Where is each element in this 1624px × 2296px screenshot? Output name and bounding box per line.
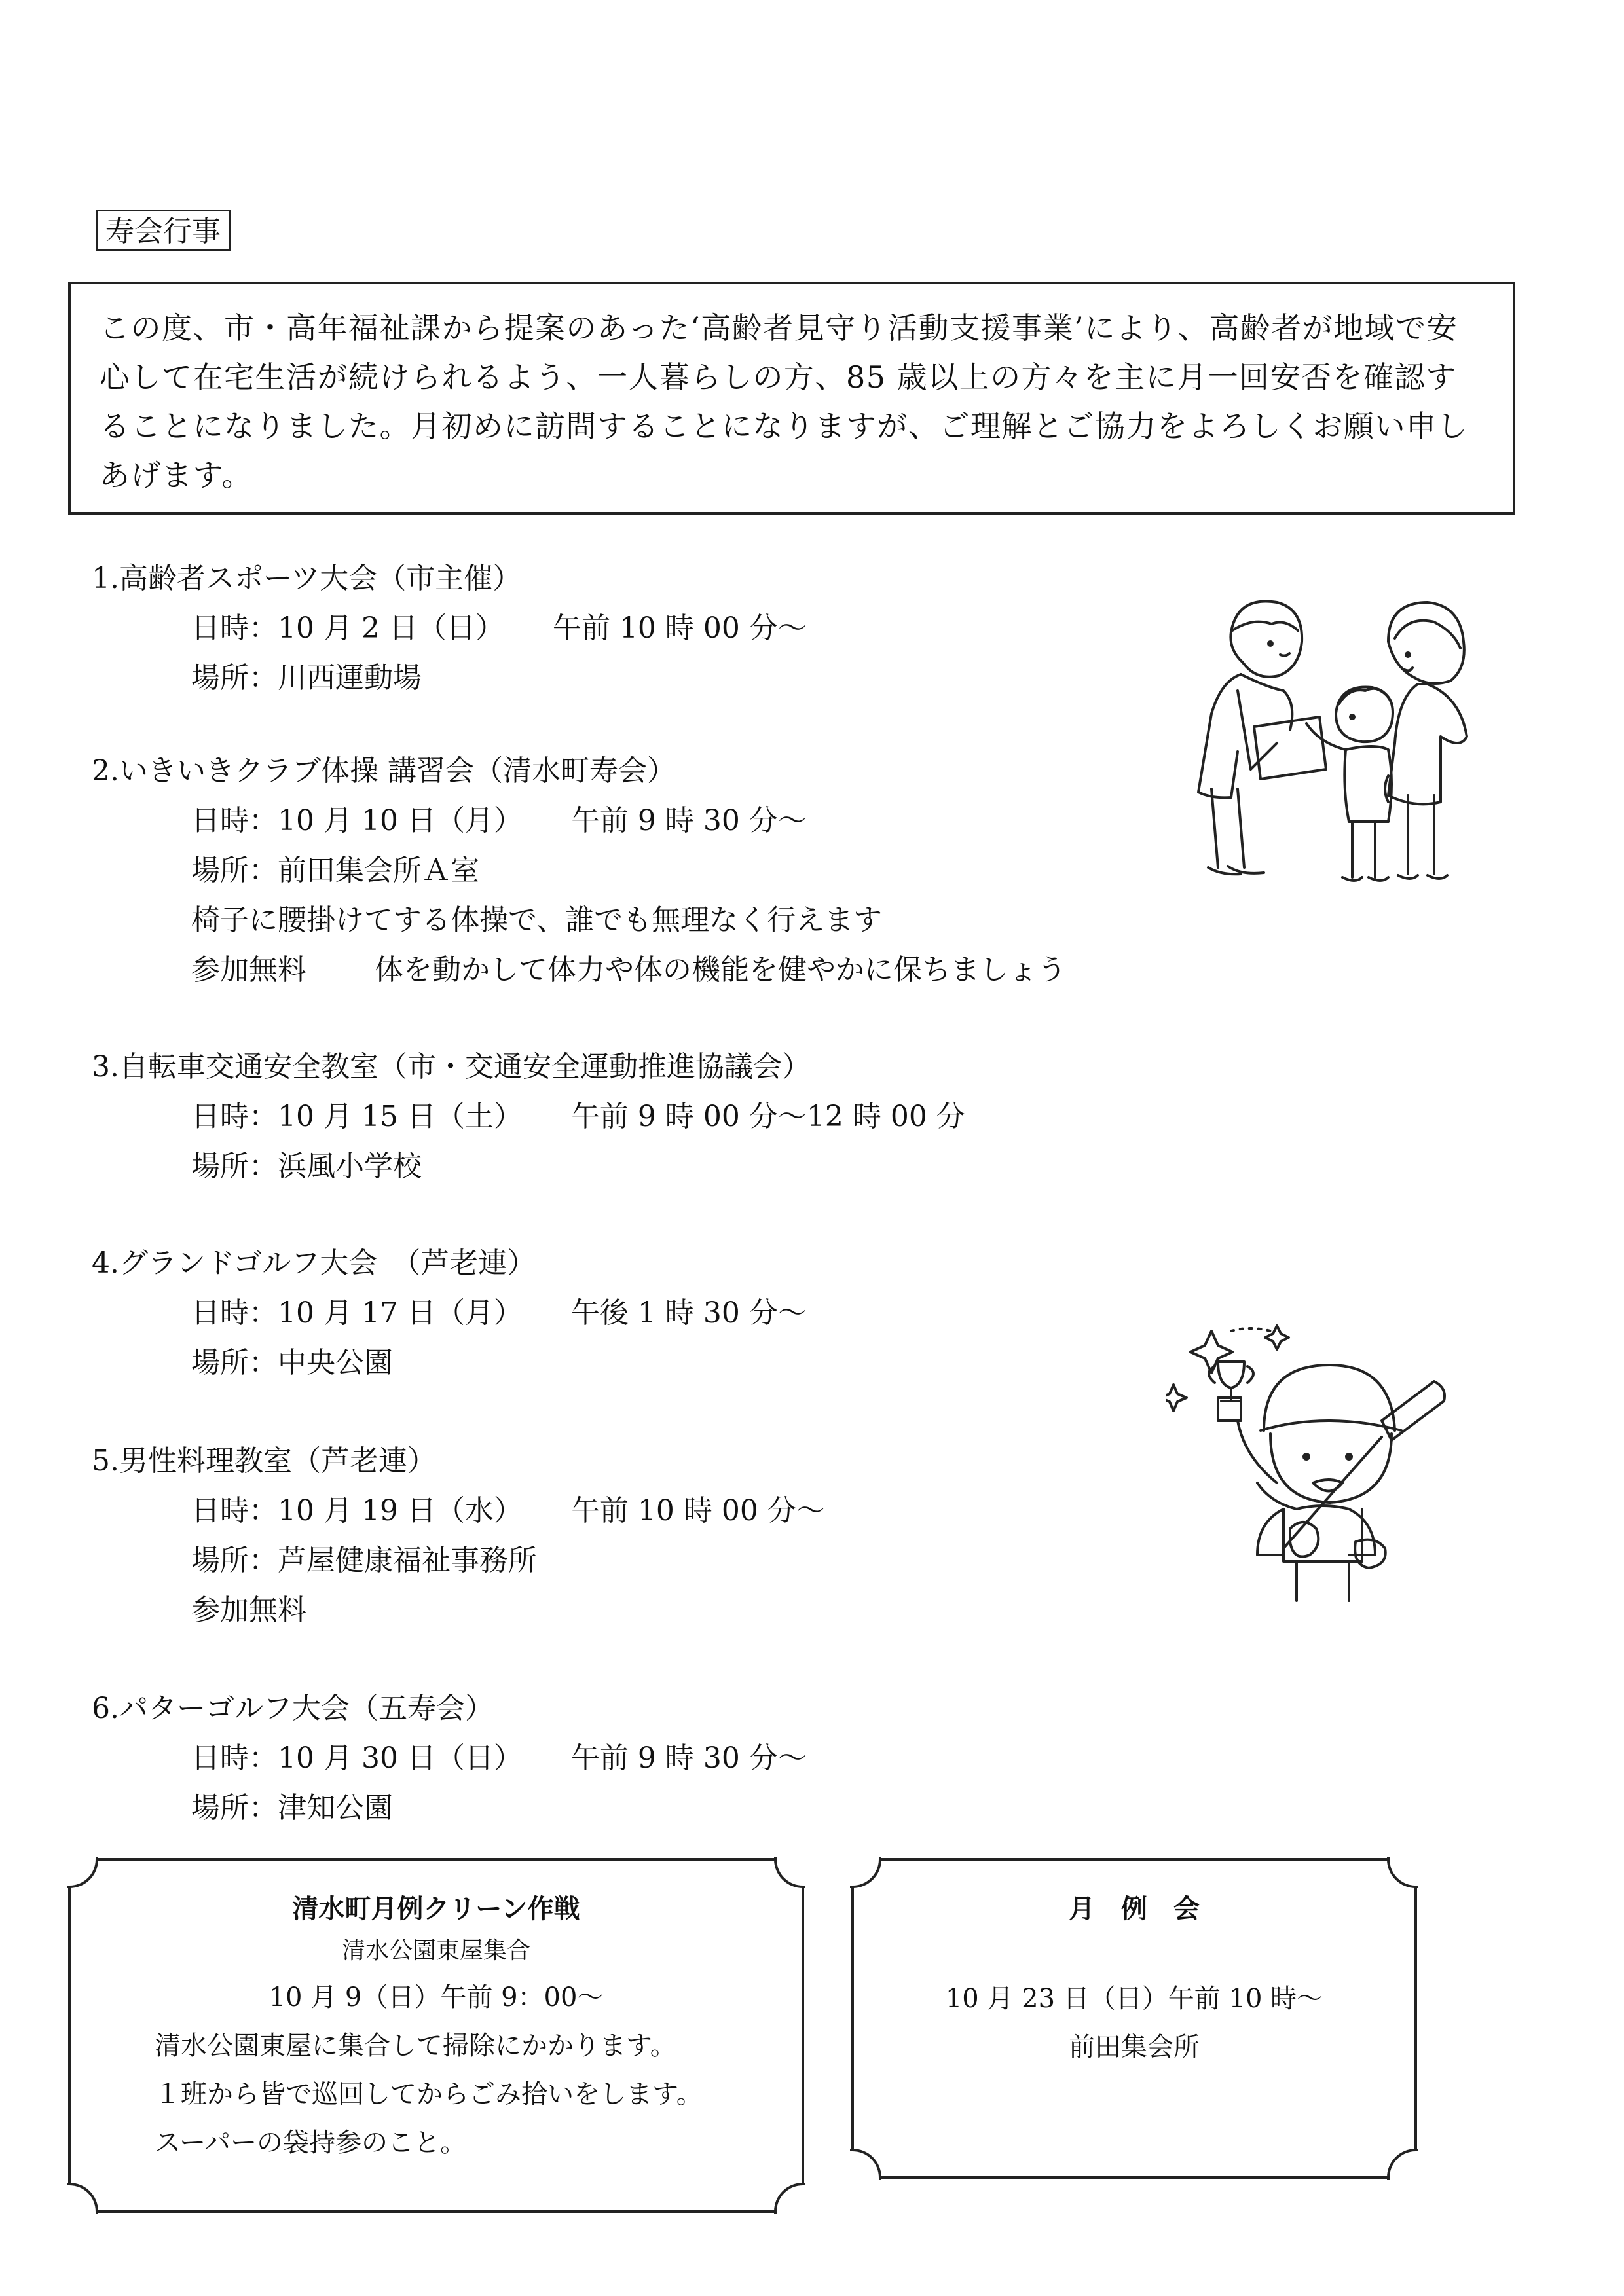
event-title: 3.自転車交通安全教室（市・交通安全運動推進協議会）: [92, 1050, 811, 1084]
golfer-illustration: [1166, 1319, 1454, 1607]
event-date: 日時：10 月 2 日（日）: [191, 611, 504, 645]
event-4: [92, 1239, 1205, 1388]
event-time: 午前 10 時 00 分～: [552, 611, 807, 645]
event-place: 場所：前田集会所Ａ室: [191, 854, 479, 887]
event-note: 椅子に腰掛けてする体操で、誰でも無理なく行えます: [191, 903, 883, 937]
event-2: [92, 746, 1205, 995]
event-place: 場所：津知公園: [191, 1791, 393, 1825]
event-title: 2.いきいきクラブ体操 講習会（清水町寿会）: [92, 754, 676, 788]
event-free: 参加無料: [191, 953, 306, 987]
monthly-meeting-box: [851, 1858, 1417, 2179]
event-date: 日時：10 月 15 日（土）: [191, 1100, 523, 1133]
event-place: 場所：芦屋健康福祉事務所: [191, 1544, 537, 1577]
event-title: 6.パターゴルフ大会（五寿会）: [92, 1692, 494, 1725]
event-free: 参加無料: [191, 1594, 306, 1627]
event-datetime: [92, 1092, 1205, 1142]
event-5: [92, 1436, 1205, 1635]
event-date: 日時：10 月 19 日（水）: [191, 1494, 523, 1527]
event-datetime: [92, 796, 1205, 846]
event-time: 午前 9 時 30 分～: [570, 804, 807, 837]
event-place: 場所：中央公園: [191, 1346, 393, 1379]
event-date: 日時：10 月 30 日（日）: [191, 1741, 523, 1775]
event-time: 午前 9 時 30 分～: [570, 1741, 807, 1775]
event-time: 午前 9 時 00 分～12 時 00 分: [570, 1100, 965, 1133]
event-datetime: [92, 604, 1205, 653]
meeting-place: 前田集会所: [1069, 2032, 1200, 2062]
event-date: 日時：10 月 17 日（月）: [191, 1296, 523, 1330]
event-3: [92, 1042, 1205, 1192]
meeting-title: 月 例 会: [1069, 1893, 1200, 1924]
cleanup-line-2: １班から皆で巡回してからごみ拾いをします。: [155, 2079, 703, 2109]
intro-text: この度、市・高年福祉課から提案のあった‘高齢者見守り活動支援事業’により、高齢者が地域で安心して在宅生活が続けられるよう、一人暮らしの方、85 歳以上の方々を主に月一回安否を確認することになりました。月初めに訪問することになりますが、ご理解とご協力をよろしくお願い申しあげます。: [100, 310, 1468, 493]
event-place: 場所：浜風小学校: [191, 1150, 422, 1183]
event-datetime: [92, 1734, 1205, 1783]
event-title: 4.グランドゴルフ大会 （芦老連）: [92, 1247, 536, 1280]
cleanup-line-1: 清水公園東屋に集合して掃除にかかります。: [155, 2031, 676, 2061]
cleanup-datetime: 10 月 9（日）午前 9：00～: [268, 1982, 604, 2013]
event-datetime: [92, 1486, 1205, 1536]
event-time: 午前 10 時 00 分～: [570, 1494, 825, 1527]
cleanup-subtitle: 清水公園東屋集合: [341, 1937, 530, 1964]
cleanup-title: 清水町月例クリーン作戦: [292, 1893, 580, 1924]
event-6: [92, 1684, 1205, 1833]
event-title: 1.高齢者スポーツ大会（市主催）: [92, 562, 522, 595]
cleanup-notice-box: [68, 1858, 804, 2213]
event-time: 午後 1 時 30 分～: [570, 1296, 807, 1330]
event-date: 日時：10 月 10 日（月）: [191, 804, 523, 837]
event-note: 体を動かして体力や体の機能を健やかに保ちましょう: [375, 953, 1066, 987]
event-title: 5.男性料理教室（芦老連）: [92, 1444, 436, 1478]
meeting-datetime: 10 月 23 日（日）午前 10 時～: [945, 1984, 1323, 2014]
intro-notice-box: [68, 282, 1515, 515]
event-datetime: [92, 1288, 1205, 1338]
section-tag: 寿会行事: [96, 210, 231, 251]
cleanup-line-3: スーパーの袋持参のこと。: [155, 2128, 466, 2158]
event-free-row: [92, 945, 1205, 995]
event-place: 場所：川西運動場: [191, 661, 422, 695]
event-1: [92, 554, 1205, 703]
family-illustration: [1192, 592, 1480, 907]
